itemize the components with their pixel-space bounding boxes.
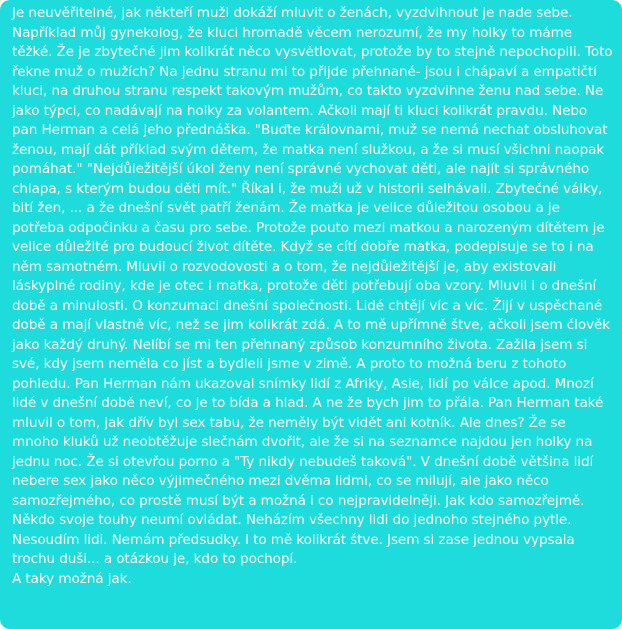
note-card: Je neuvěřitelné, jak někteří muži dokáží mluvit o ženách, vyzdvihnout je nade sebe. Například můj gynekolog, že kluci hromadě věcem nerozumí, že my holky to máme těžké. Že je zbytečné jim kolikrát něco vysvětlovat, protože by to stejně nepochopili. Toto řekne muž o mužích? Na jednu stranu mi to přijde přehnané- jsou i chápaví a empatičtí kluci, na druhou stranu respekt takovým mužům, co takto vyzdvihne ženu nad sebe. Ne jako týpci, co nadávají na holky za volantem. Ačkoli mají ti kluci kolikrát pravdu. Nebo pan Herman a celá jeho přednáška. "Buďte královnami, muž se nemá nechat obsluhovat ženou, mají dát příklad svým dětem, že matka není služkou, a že si musí všichni naopak pomáhat." "Nejdůležitější úkol ženy není správné vychovat děti, ale najít si správného chlapa, s kterým budou děti mít." Říkal i, že muži už v historii selhávali. Zbytečné války, bití žen, ... a že dnešní svět patří ženám. Že matka je velice důležitou osobou a je potřeba odpočinku a času pro sebe. Protože pouto mezi matkou a narozeným dítětem je velice důležité pro budoucí život dítěte. Když se cítí dobře matka, podepisuje se to i na něm samotném. Mluvil o rozvodovosti a o tom, že nejdůležitější je, aby existovali láskyplné rodiny, kde je otec i matka, protože děti potřebují oba vzory. Mluvil i o dnešní době a minulosti. O konzumaci dnešní společnosti. Lidé chtějí víc a víc. Žijí v uspěchané době a mají vlastně víc, než se jim kolikrát zdá. A to mě upřímně štve, ačkoli jsem člověk jako každý druhý. Nelíbí se mi ten přehnaný způsob konzumního života. Zažila jsem si své, kdy jsem neměla co jíst a bydleli jsme v zimě. A proto to možná beru z tohoto pohledu. Pan Herman nám ukazoval snímky lidí z Afriky, Asie, lidí po válce apod. Mnozí lidé v dnešní době neví, co je to bída a hlad. A ne že bych jim to přála. Pan Herman také mluvil o tom, jak dřív byl sex tabu, že neměly být vidět ani kotník. Ale dnes? Že se mnoho kluků už neobtěžuje slečnám dvořit, ale že si na seznamce najdou jen holky na jednu noc. Že si otevřou porno a "Ty nikdy nebudeš taková". V dnešní době většina lidí nebere sex jako něco výjimečného mezi dvěma lidmi, co se milují, ale jako něco samozřejmého, co prostě musí být a možná i co nejpravidelněji. Jak kdo samozřejmě. Někdo svoje touhy neumí ovládat. Neházím všechny lidi do jednoho stejného pytle. Nesoudím lidi. Nemám předsudky. I to mě kolikrát štve. Jsem si zase jednou vypsala trochu duši... a otázkou je, kdo to pochopí. A taky možná jak. (0, 0, 622, 629)
